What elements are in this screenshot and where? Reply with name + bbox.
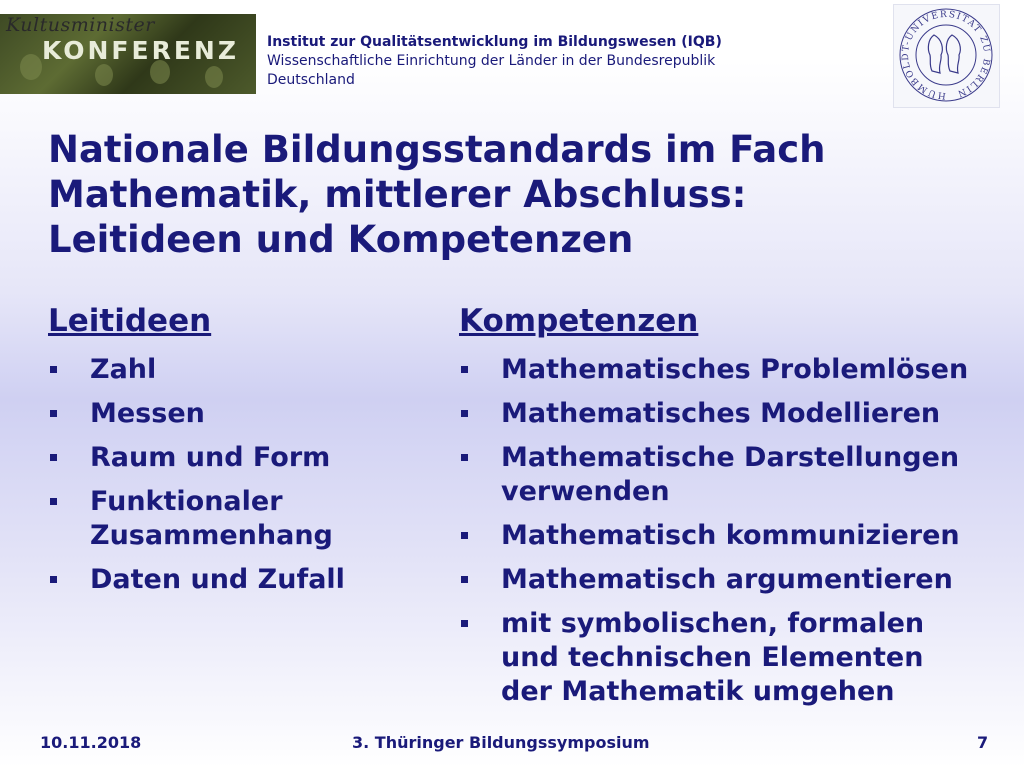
leitideen-list bbox=[48, 353, 428, 607]
list-item: Mathematisches Modellieren bbox=[459, 397, 1014, 431]
bullet-square-icon bbox=[461, 576, 468, 583]
seal-inner-ring bbox=[916, 25, 976, 85]
kompetenzen-heading: Kompetenzen bbox=[459, 303, 699, 339]
bullet-square-icon bbox=[50, 410, 57, 417]
kmk-logo bbox=[0, 14, 256, 94]
list-item: Daten und Zufall bbox=[48, 563, 428, 597]
slide-title-line2: Mathematik, mittlerer Abschluss: bbox=[48, 173, 747, 216]
kmk-logo-line2: KONFERENZ bbox=[42, 36, 239, 65]
iqb-desc-line2: Deutschland bbox=[267, 72, 355, 88]
footer-date: 10.11.2018 bbox=[40, 733, 142, 752]
iqb-name: Institut zur Qualitätsentwicklung im Bildungswesen (IQB) bbox=[267, 34, 722, 50]
bullet-square-icon bbox=[461, 620, 468, 627]
bullet-square-icon bbox=[50, 366, 57, 373]
list-item: Mathematisch kommunizieren bbox=[459, 519, 1014, 553]
bullet-square-icon bbox=[461, 366, 468, 373]
slide-title-line1: Nationale Bildungsstandards im Fach bbox=[48, 128, 826, 171]
list-item: mit symbolischen, formalen und technischen Elementen der Mathematik umgehen bbox=[459, 607, 1014, 709]
footer-page-number: 7 bbox=[977, 733, 989, 752]
humboldt-university-seal bbox=[893, 4, 1000, 108]
seal-icon bbox=[894, 5, 999, 107]
kompetenzen-list bbox=[459, 353, 1014, 719]
iqb-header-text bbox=[267, 33, 722, 90]
bullet-square-icon bbox=[50, 454, 57, 461]
list-item: Zahl bbox=[48, 353, 428, 387]
list-item: Raum und Form bbox=[48, 441, 428, 475]
photo-figure bbox=[20, 54, 42, 80]
kmk-logo-line1: Kultusminister bbox=[6, 14, 155, 36]
bullet-square-icon bbox=[50, 498, 57, 505]
photo-figure bbox=[205, 66, 223, 88]
list-item: Messen bbox=[48, 397, 428, 431]
bullet-square-icon bbox=[461, 532, 468, 539]
photo-figure bbox=[95, 64, 113, 86]
seal-profile-right bbox=[946, 35, 960, 73]
list-item: Mathematische Darstellungen verwenden bbox=[459, 441, 1014, 509]
bullet-square-icon bbox=[461, 410, 468, 417]
footer-event: 3. Thüringer Bildungssymposium bbox=[352, 733, 650, 752]
seal-lettering: HUMBOLDT-UNIVERSITÄT ZU BERLIN bbox=[900, 9, 992, 101]
list-item: Mathematisch argumentieren bbox=[459, 563, 1014, 597]
list-item: Funktionaler Zusammenhang bbox=[48, 485, 428, 553]
leitideen-heading: Leitideen bbox=[48, 303, 212, 339]
iqb-desc-line1: Wissenschaftliche Einrichtung der Länder in der Bundesrepublik bbox=[267, 53, 716, 69]
seal-profile-left bbox=[928, 35, 942, 73]
list-item: Mathematisches Problemlösen bbox=[459, 353, 1014, 387]
slide-title bbox=[48, 127, 948, 262]
seal-outer-ring bbox=[900, 9, 992, 101]
bullet-square-icon bbox=[461, 454, 468, 461]
bullet-square-icon bbox=[50, 576, 57, 583]
slide-title-line3: Leitideen und Kompetenzen bbox=[48, 218, 634, 261]
